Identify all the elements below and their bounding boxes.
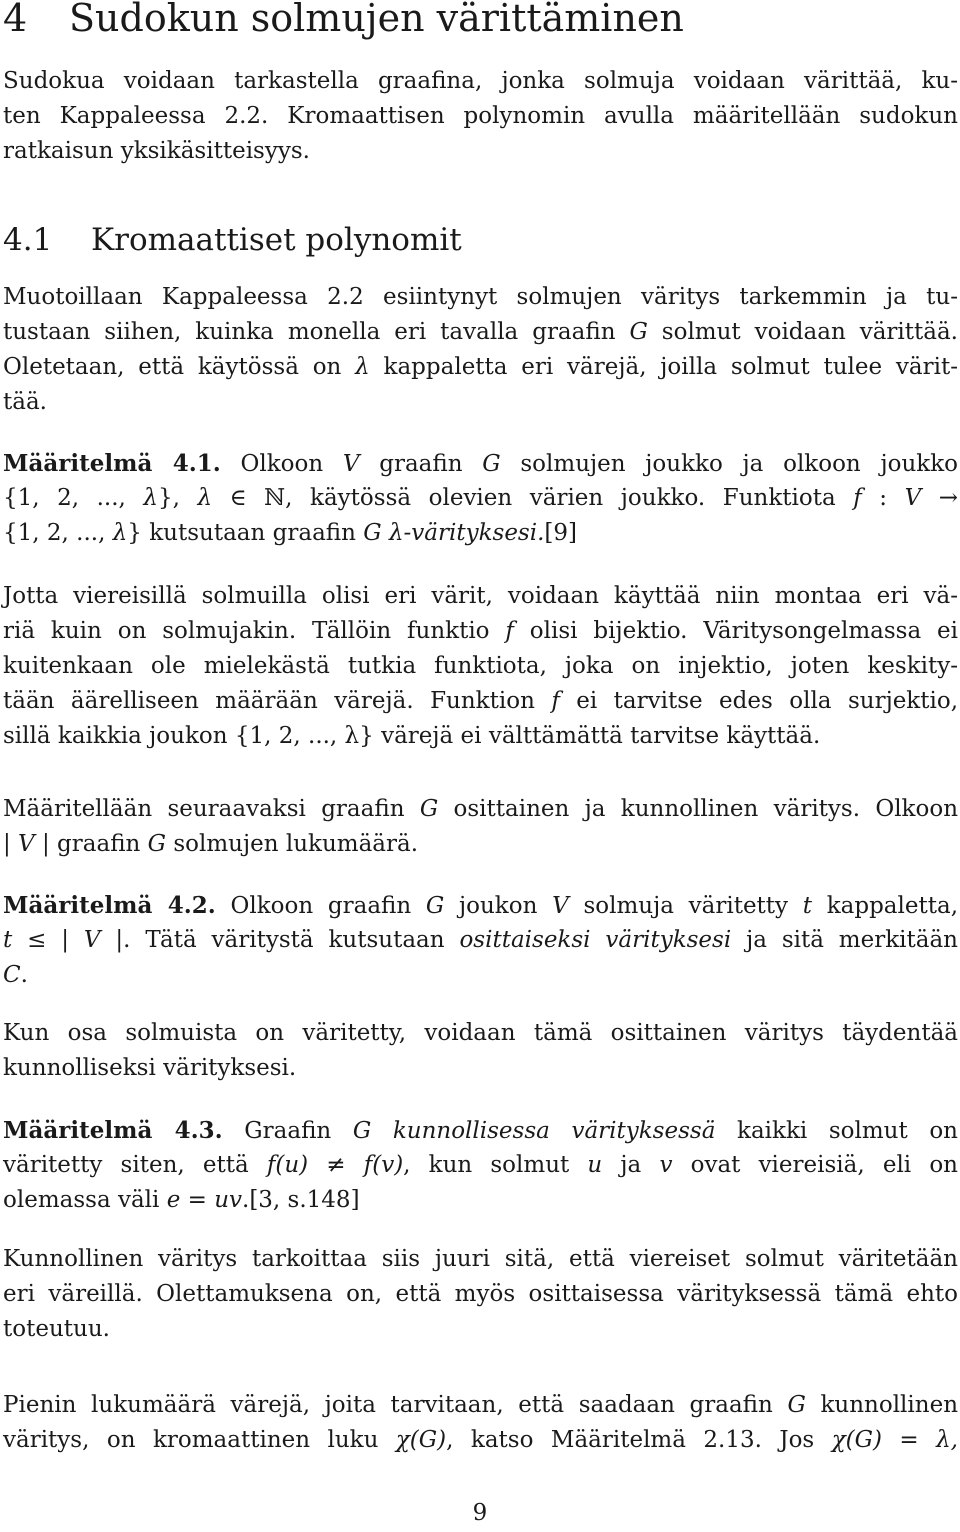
text-run: Olkoon <box>220 451 343 477</box>
text-line <box>3 827 958 862</box>
text-run: : <box>861 485 905 511</box>
definition-label: Määritelmä 4.2. <box>3 892 216 919</box>
math-symbol: λ <box>388 520 404 546</box>
math-symbol: V <box>552 893 569 919</box>
text-run: . <box>20 962 28 988</box>
math-symbol: t <box>802 893 812 919</box>
text-run: solmut voidaan värittää. <box>647 319 958 345</box>
text-line: Sudokua voidaan tarkastella graafina, jonka solmuja voidaan värittää, ku- <box>3 68 958 94</box>
text-line <box>3 719 958 754</box>
text-line: Kunnollinen väritys tarkoittaa siis juuri sitä, että viereiset solmut väritetään <box>3 1246 958 1272</box>
text-line <box>3 684 958 719</box>
defined-term: kunnollisessa värityksessä <box>371 1118 716 1144</box>
text-line <box>3 1388 958 1423</box>
text-line: ratkaisun yksikäsitteisyys. <box>3 138 310 164</box>
math-expression: χ(G) = λ, <box>831 1427 958 1453</box>
math-symbol: λ <box>197 485 213 511</box>
citation: .[3, s.148] <box>242 1187 360 1213</box>
definition-label: Määritelmä 4.3. <box>3 1117 223 1144</box>
text-line <box>3 446 958 481</box>
math-symbol: f <box>853 485 862 511</box>
text-run: Oletetaan, että käytössä on <box>3 354 356 380</box>
math-symbol: V <box>342 451 360 477</box>
text-run: väritetty siten, että <box>3 1152 267 1178</box>
text-line <box>3 614 958 649</box>
math-symbol: G <box>352 1118 372 1144</box>
text-run: riä kuin on solmujakin. Tällöin funktio <box>3 618 506 644</box>
text-run: solmujen joukko ja olkoon joukko <box>500 451 958 477</box>
text-line: kunnolliseksi värityksesi. <box>3 1055 297 1081</box>
math-symbol: λ <box>143 485 158 511</box>
math-symbol: λ <box>355 354 370 380</box>
text-run: , <box>172 485 198 511</box>
page-number: 9 <box>472 1500 488 1526</box>
text-run: osittainen ja kunnollinen väritys. Olkoon <box>438 796 959 822</box>
text-run: kunnollinen <box>805 1392 959 1418</box>
section-heading <box>3 0 953 38</box>
text-line <box>3 923 958 958</box>
math-set: {1, 2, ..., λ} <box>234 723 374 749</box>
text-run: kappaletta eri värejä, joilla solmut tulee värit- <box>369 354 958 380</box>
text-run: tustaan siihen, kuinka monella eri tavalla graafin <box>3 319 630 345</box>
subsection-number: 4.1 <box>3 222 53 258</box>
text-line: toteutuu. <box>3 1316 110 1342</box>
text-run: solmuja väritetty <box>568 893 803 919</box>
text-line <box>3 350 958 385</box>
text-run: värejä ei välttämättä tarvitse käyttää. <box>373 723 821 749</box>
text-line: Muotoillaan Kappaleessa 2.2 esiintynyt solmujen väritys tarkemmin ja tu- <box>3 284 958 310</box>
text-line <box>3 958 958 993</box>
math-symbol: G <box>482 451 501 477</box>
text-line <box>3 1148 958 1183</box>
math-expression: e = uv <box>166 1187 243 1213</box>
definition-label: Määritelmä 4.1. <box>3 450 221 477</box>
text-line <box>3 1113 958 1148</box>
text-line <box>3 792 958 827</box>
text-run: ovat viereisiä, eli on <box>672 1152 958 1178</box>
math-symbol: G <box>363 520 382 546</box>
text-line <box>3 481 958 516</box>
math-symbol: λ <box>112 520 128 546</box>
text-run: Graafin <box>222 1118 353 1144</box>
section-title: Sudokun solmujen värittäminen <box>69 0 684 40</box>
math-set: {1, 2, ..., <box>3 485 144 511</box>
text-run: tään äärelliseen määrään värejä. Funktion <box>3 688 552 714</box>
text-line: eri väreillä. Olettamuksena on, että myös osittaisessa värityksessä tämä ehto <box>3 1281 958 1307</box>
text-run: ei tarvitse edes olla surjektio, <box>559 688 958 714</box>
text-run: ja sitä merkitään <box>731 927 958 953</box>
math-set: } <box>127 520 142 546</box>
math-symbol: G <box>419 796 439 822</box>
text-line: tää. <box>3 389 47 415</box>
paragraph-complete <box>3 1016 958 1086</box>
text-run: joukon <box>444 893 553 919</box>
math-expression: f(u) ≠ f(v) <box>266 1152 404 1178</box>
text-run: Olkoon graafin <box>215 893 426 919</box>
text-run: graafin <box>49 831 148 857</box>
math-set: {1, 2, ..., <box>3 520 113 546</box>
text-run: graafin <box>359 451 483 477</box>
math-expression: χ(G) <box>395 1427 447 1453</box>
text-run: kappaletta, <box>812 893 958 919</box>
math-symbol: C <box>3 962 21 988</box>
text-line <box>3 315 958 350</box>
text-run: ∈ ℕ, käytössä olevien värien joukko. Funktiota <box>212 485 854 511</box>
math-symbol: G <box>787 1392 806 1418</box>
math-symbol: f <box>551 688 560 714</box>
paragraph-partial <box>3 792 958 862</box>
paragraph-coloring <box>3 280 958 420</box>
math-expression: t ≤ | V | <box>3 927 124 953</box>
text-run: kutsutaan graafin <box>141 520 364 546</box>
text-line: kuitenkaan ole mielekästä tutkia funktiota, joka on injektio, joten keskity- <box>3 653 958 679</box>
math-symbol: G <box>629 319 648 345</box>
text-line: Jotta viereisillä solmuilla olisi eri värit, voidaan käyttää niin montaa eri vä- <box>3 583 958 609</box>
definition-4-3 <box>3 1113 958 1218</box>
math-arrow: → <box>921 485 959 511</box>
text-run: sillä kaikkia joukon <box>3 723 235 749</box>
definition-4-1 <box>3 446 958 551</box>
math-symbol: u <box>587 1152 603 1178</box>
text-run: kaikki solmut on <box>715 1118 958 1144</box>
defined-term: osittaiseksi värityksesi <box>459 927 732 953</box>
math-symbol: G <box>425 893 445 919</box>
citation: [9] <box>544 520 577 546</box>
definition-4-2 <box>3 888 958 993</box>
paragraph-proper <box>3 1242 958 1347</box>
text-line <box>3 888 958 923</box>
text-run: olemassa väli <box>3 1187 167 1213</box>
math-symbol: V <box>904 485 922 511</box>
section-number: 4 <box>3 0 28 40</box>
text-run: Pienin lukumäärä värejä, joita tarvitaan, että saadaan graafin <box>3 1392 788 1418</box>
text-run: . Tätä väritystä kutsutaan <box>123 927 460 953</box>
math-symbol: G <box>147 831 167 857</box>
paragraph-chromatic <box>3 1388 958 1458</box>
defined-term: -värityksesi. <box>403 520 545 546</box>
text-line <box>3 1423 958 1458</box>
text-run: Määritellään seuraavaksi graafin <box>3 796 420 822</box>
subsection-heading <box>3 222 953 258</box>
math-symbol: v <box>659 1152 673 1178</box>
text-run: ja <box>602 1152 660 1178</box>
paragraph-injective <box>3 579 958 754</box>
subsection-title: Kromaattiset polynomit <box>91 222 462 258</box>
text-run: olisi bijektio. Väritysongelmassa ei <box>513 618 958 644</box>
text-line <box>3 516 958 551</box>
text-run: , katso Määritelmä 2.13. Jos <box>446 1427 832 1453</box>
text-run: , kun solmut <box>403 1152 588 1178</box>
intro-paragraph <box>3 64 958 169</box>
text-run: solmujen lukumäärä. <box>166 831 419 857</box>
math-symbol: f <box>505 618 514 644</box>
math-set: } <box>157 485 173 511</box>
text-line: Kun osa solmuista on väritetty, voidaan tämä osittainen väritys täydentää <box>3 1020 958 1046</box>
math-expression: | V | <box>3 831 50 857</box>
text-line <box>3 1183 958 1218</box>
text-line: ten Kappaleessa 2.2. Kromaattisen polynomin avulla määritellään sudokun <box>3 103 958 129</box>
text-run: väritys, on kromaattinen luku <box>3 1427 396 1453</box>
